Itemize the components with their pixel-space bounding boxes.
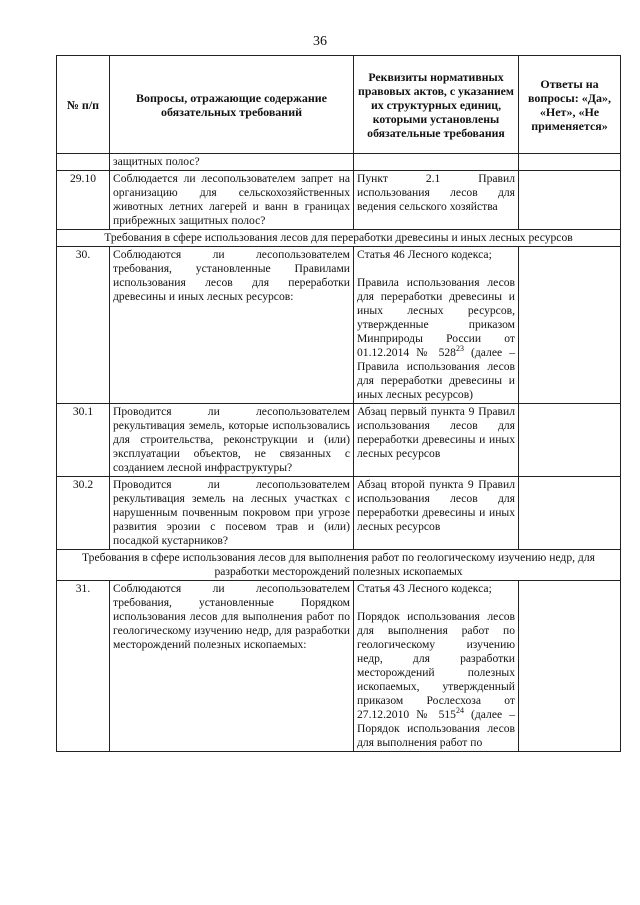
- cell-number: 31.: [57, 581, 110, 752]
- answer-cell[interactable]: [519, 404, 621, 477]
- header-number: № п/п: [57, 56, 110, 154]
- page-number: 36: [313, 34, 327, 49]
- cell-question: Соблюдаются ли лесопользователем требования, установленные Порядком использования лесов для выполнения работ по геологическому изучению недр, для разработки месторождений полезных ископаемых:: [110, 581, 354, 752]
- section-row: [57, 550, 621, 581]
- footnote-ref: 24: [455, 706, 464, 716]
- table-row-29-10: [57, 171, 621, 230]
- cell-requisite: Абзац первый пункта 9 Правил использования лесов для переработки древесины и иных лесных ресурсов: [354, 404, 519, 477]
- table-row-31: [57, 581, 621, 752]
- requisite-part: Правила использования лесов для переработки древесины и иных лесных ресурсов, утвержденные приказом Минприроды России от 01.12.2014 № 528: [357, 276, 515, 359]
- answer-cell[interactable]: [519, 247, 621, 404]
- cell-number: [57, 154, 110, 171]
- answer-cell[interactable]: [519, 581, 621, 752]
- cell-requisite: [354, 247, 519, 404]
- table-row-30-2: [57, 477, 621, 550]
- cell-question: Соблюдается ли лесопользователем запрет на организацию для сельскохозяйственных животных летних лагерей и ванн в границах прибрежных защитных полос?: [110, 171, 354, 230]
- requisite-line: Статья 43 Лесного кодекса;: [357, 582, 492, 595]
- answer-cell[interactable]: [519, 477, 621, 550]
- cell-number: 30.1: [57, 404, 110, 477]
- cell-requisite: Абзац второй пункта 9 Правил использования лесов для переработки древесины и иных лесных ресурсов: [354, 477, 519, 550]
- section-row: [57, 230, 621, 247]
- table-row-continuation: [57, 154, 621, 171]
- cell-requisite: [354, 581, 519, 752]
- footnote-ref: 23: [455, 344, 464, 354]
- cell-number: 30.2: [57, 477, 110, 550]
- requisite-line: Статья 46 Лесного кодекса;: [357, 248, 492, 261]
- requirements-table: [56, 55, 621, 752]
- requisite-part: (далее – Правила использования лесов для переработки древесины и иных лесных ресурсов): [357, 346, 516, 401]
- table-row-30-1: [57, 404, 621, 477]
- header-requisites: Реквизиты нормативных правовых актов, с указанием их структурных единиц, которыми установлены обязательные требования: [354, 56, 519, 154]
- cell-number: 30.: [57, 247, 110, 404]
- cell-question: Проводится ли лесопользователем рекультивация земель на лесных участках с нарушенным почвенным покровом при угрозе развития эрозии с посевом трав и (или) посадкой кустарников?: [110, 477, 354, 550]
- answer-cell[interactable]: [519, 154, 621, 171]
- table-header-row: [57, 56, 621, 154]
- cell-question: Проводится ли лесопользователем рекультивация земель, которые использовались для строительства, реконструкции и (или) эксплуатации объектов, не связанных с созданием лесной инфраструктуры?: [110, 404, 354, 477]
- requisite-text: [357, 610, 515, 750]
- header-answers: Ответы на вопросы: «Да», «Нет», «Не применяется»: [519, 56, 621, 154]
- cell-question: защитных полос?: [110, 154, 354, 171]
- requisite-text: [357, 276, 515, 402]
- cell-requisite: Пункт 2.1 Правил использования лесов для ведения сельского хозяйства: [354, 171, 519, 230]
- cell-number: 29.10: [57, 171, 110, 230]
- cell-requisite: [354, 154, 519, 171]
- header-questions: Вопросы, отражающие содержание обязательных требований: [110, 56, 354, 154]
- requisite-part: Порядок использования лесов для выполнения работ по геологическому изучению недр, для разработки месторождений полезных ископаемых, утвержденный приказом Рослесхоза от 27.12.2010 № 515: [357, 610, 515, 721]
- cell-question: Соблюдаются ли лесопользователем требования, установленные Правилами использования лесов для переработки древесины и иных лесных ресурсов:: [110, 247, 354, 404]
- requisite-part: (далее – Порядок использования лесов для выполнения работ по: [357, 708, 516, 749]
- table-row-30: [57, 247, 621, 404]
- section-heading: Требования в сфере использования лесов для выполнения работ по геологическому изучению недр, для разработки месторождений полезных ископаемых: [57, 550, 621, 581]
- answer-cell[interactable]: [519, 171, 621, 230]
- section-heading: Требования в сфере использования лесов для переработки древесины и иных лесных ресурсов: [57, 230, 621, 247]
